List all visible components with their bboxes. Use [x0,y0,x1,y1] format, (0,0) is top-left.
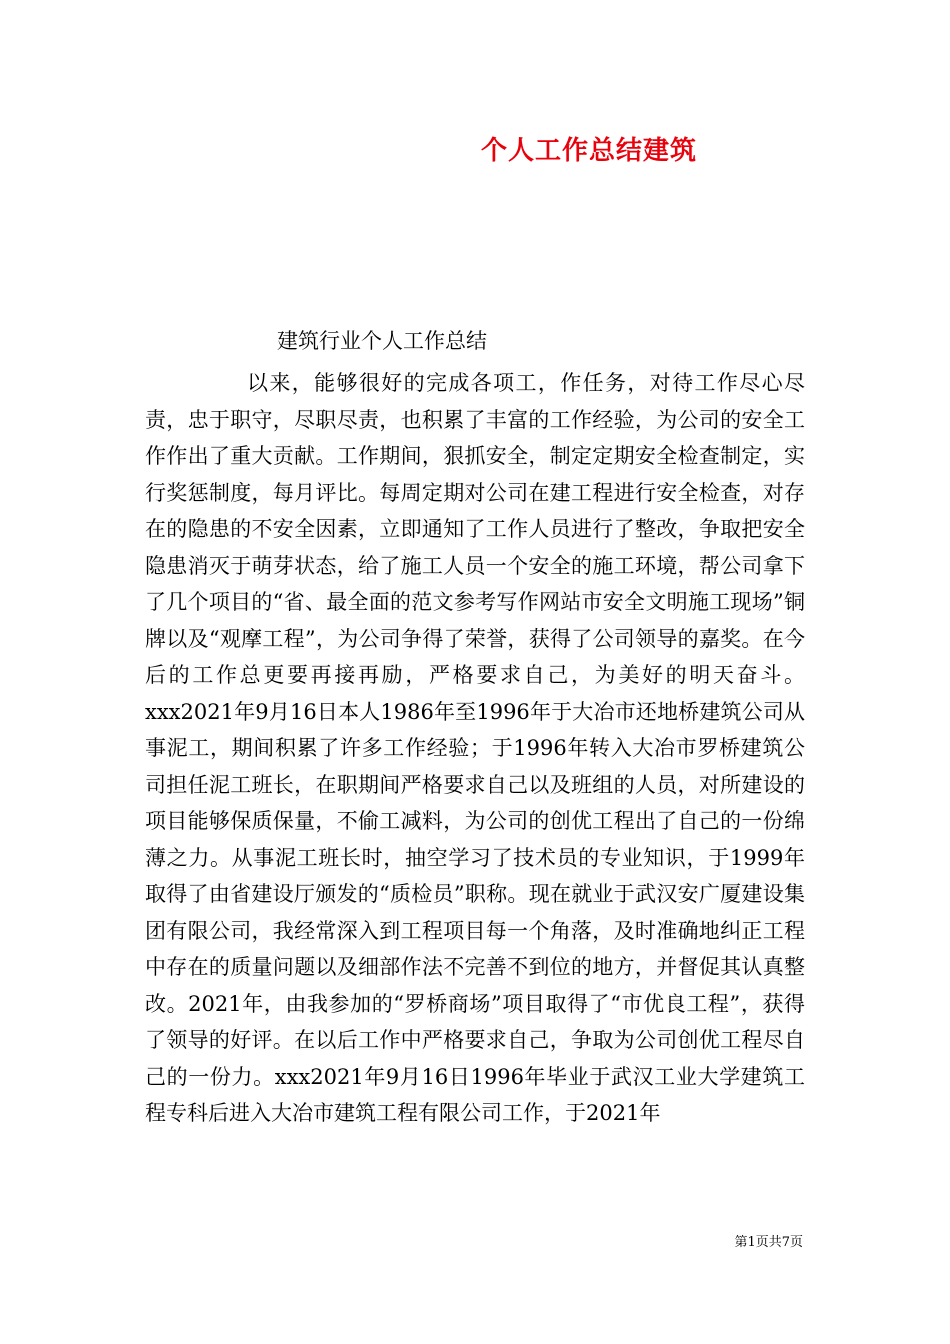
document-subtitle: 建筑行业个人工作总结 [277,329,487,353]
document-body-paragraph: 以来，能够很好的完成各项工，作任务，对待工作尽心尽责，忠于职守，尽职尽责，也积累了丰富的工作经验，为公司的安全工作作出了重大贡献。工作期间，狠抓安全，制定定期安全检查制定，实行奖惩制度，每月评比。每周定期对公司在建工程进行安全检查，对存在的隐患的不安全因素，立即通知了工作人员进行了整改，争取把安全隐患消灭于萌芽状态，给了施工人员一个安全的施工环境，帮公司拿下了几个项目的“省、最全面的范文参考写作网站市安全文明施工现场”铜牌以及“观摩工程”，为公司争得了荣誉，获得了公司领导的嘉奖。在今后的工作总更要再接再励，严格要求自己，为美好的明天奋斗。xxx2021年9月16日本人1986年至1996年于大冶市还地桥建筑公司从事泥工，期间积累了许多工作经验；于1996年转入大冶市罗桥建筑公司担任泥工班长，在职期间严格要求自己以及班组的人员，对所建设的项目能够保质保量，不偷工减料，为公司的创优工程出了自己的一份绵薄之力。从事泥工班长时，抽空学习了技术员的专业知识，于1999年取得了由省建设厅颁发的“质检员”职称。现在就业于武汉安广厦建设集团有限公司，我经常深入到工程项目每一个角落，及时准确地纠正工程中存在的质量问题以及细部作法不完善不到位的地方，并督促其认真整改。2021年，由我参加的“罗桥商场”项目取得了“市优良工程”，获得了领导的好评。在以后工作中严格要求自己，争取为公司创优工程尽自己的一份力。xxx2021年9月16日1996年毕业于武汉工业大学建筑工程专科后进入大冶市建筑工程有限公司工作，于2021年 [145,371,805,1125]
page-number-footer: 第1页共7页 [734,1235,803,1250]
document-title: 个人工作总结建筑 [480,136,697,166]
